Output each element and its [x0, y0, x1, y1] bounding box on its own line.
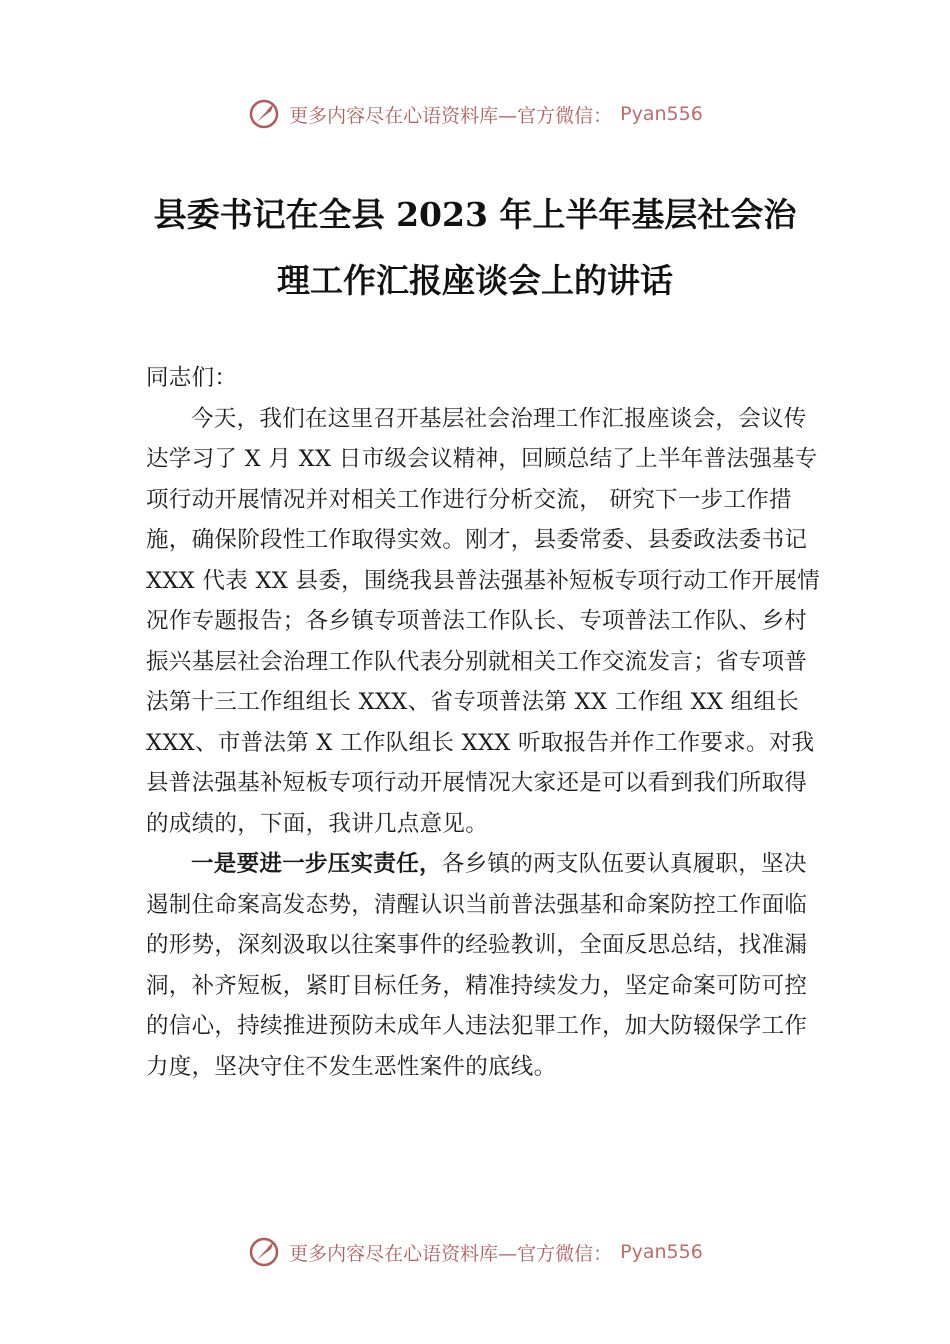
watermark-text: 更多内容尽在心语资料库—官方微信： [289, 104, 613, 127]
paragraph-2-text: 各乡镇的两支队伍要认真履职，坚决遏制住命案高发态势，清醒认识当前普法强基和命案防控工作面临的形势，深刻汲取以往案事件的经验教训，全面反思总结，找准漏洞，补齐短板，紧盯目标任务，精准持续发力，坚定命案可防可控的信心，持续推进预防未成年人违法犯罪工作，加大防辍保学工作力度，坚决守住不发生恶性案件的底线。 [146, 851, 808, 1080]
paragraph-2-lead: 一是要进一步压实责任， [191, 851, 442, 877]
title-line-2: 理工作汇报座谈会上的讲话 [277, 261, 673, 300]
paragraph-1: 今天，我们在这里召开基层社会治理工作汇报座谈会，会议传达学习了 X 月 XX 日市级会议精神，回顾总结了上半年普法强基专项行动开展情况并对相关工作进行分析交流， 研究下一步工作措施，确保阶段性工作取得实效。刚才，县委常委、县委政法委书记 XXX 代表 XX 县委，围绕我县普法强基补短板专项行动工作开展情况作专题报告；各乡镇专项普法工作队长、专项普法工作队、乡村振兴基层社会治理工作队代表分别就相关工作交流发言；省专项普法第十三工作组组长 XXX、省专项普法第 XX 工作组 XX 组组长 XXX、市普法第 X 工作队组长 XXX 听取报告并作工作要求。对我县普法强基补短板专项行动开展情况大家还是可以看到我们所取得的成绩的，下面，我讲几点意见。 [146, 405, 820, 837]
watermark-wechat-id: Pyan556 [620, 103, 703, 125]
header-watermark [0, 94, 950, 134]
quill-logo-icon [247, 1235, 281, 1269]
footer-watermark [0, 1232, 950, 1272]
watermark-wechat-id: Pyan556 [620, 1241, 703, 1263]
quill-logo-icon [247, 97, 281, 131]
salutation: 同志们： [146, 365, 238, 391]
document-title [120, 182, 830, 314]
paragraph-2 [146, 844, 822, 1087]
document-body [146, 358, 822, 1087]
watermark-text: 更多内容尽在心语资料库—官方微信： [289, 1242, 613, 1265]
title-line-1: 县委书记在全县 2023 年上半年基层社会治 [153, 195, 797, 234]
